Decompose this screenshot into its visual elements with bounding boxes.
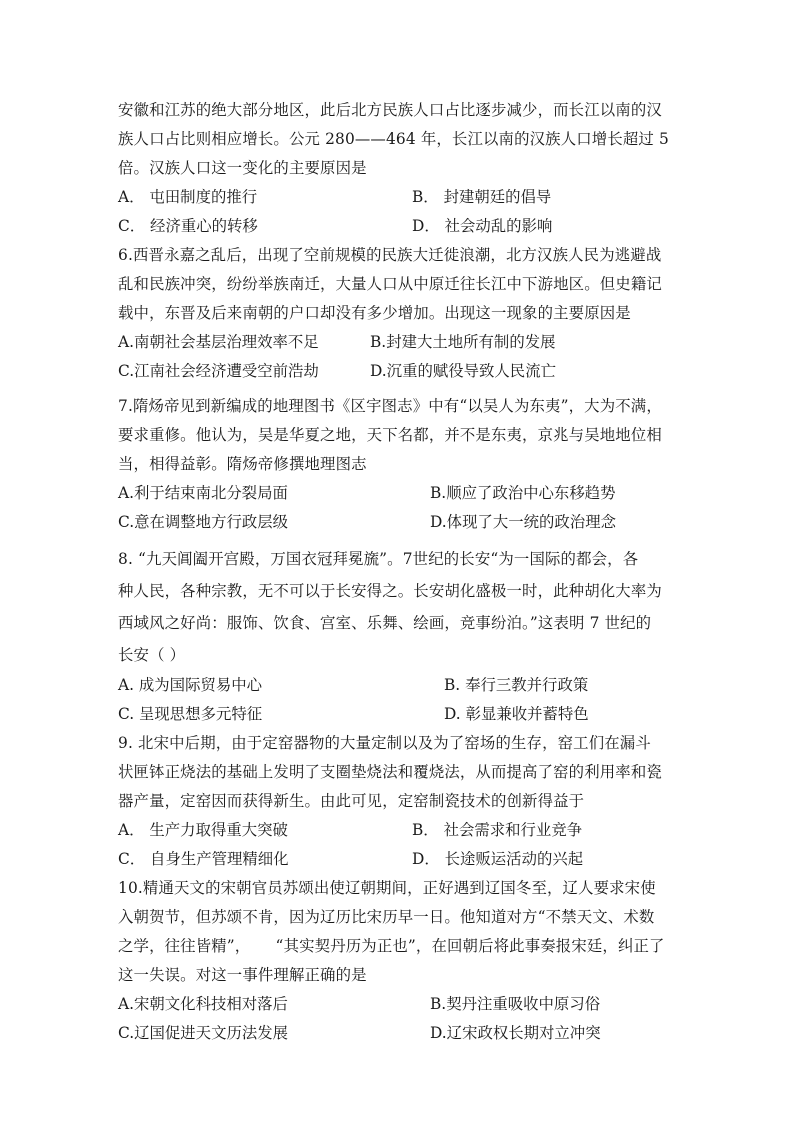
stem-line: 6.西晋永嘉之乱后，出现了空前规模的民族大迁徙浪潮，北方汉族人民为逃避战 xyxy=(118,246,662,264)
option-d[interactable]: D.体现了大一统的政治理念 xyxy=(430,513,616,531)
stem-line: 西域风之好尚：服饰、饮食、宫室、乐舞、绘画，竞事纷泊。”这表明 7 世纪的 xyxy=(118,614,652,632)
option-a[interactable]: A.南朝社会基层治理效率不足 xyxy=(118,333,319,351)
option-row xyxy=(118,212,684,241)
option-c[interactable]: C.意在调整地方行政层级 xyxy=(118,513,289,531)
question-10-stem xyxy=(118,874,684,990)
option-c[interactable]: C.辽国促进天文历法发展 xyxy=(118,1024,289,1042)
option-row xyxy=(118,990,684,1019)
option-row xyxy=(118,845,684,874)
option-a[interactable]: A.利于结束南北分裂局面 xyxy=(118,484,288,502)
stem-line: 之学，往往皆精”， “其实契丹历为正也”，在回朝后将此事奏报宋廷，纠正了 xyxy=(118,937,665,955)
option-b[interactable]: B.契丹注重吸收中原习俗 xyxy=(430,995,601,1013)
option-row xyxy=(118,508,684,537)
stem-line: 9. 北宋中后期，由于定窑器物的大量定制以及为了窑场的生存，窑工们在漏斗 xyxy=(118,734,651,752)
question-6-stem xyxy=(118,241,684,328)
option-d[interactable]: D.沉重的赋役导致人民流亡 xyxy=(370,362,556,380)
stem-line: 器产量，定窑因而获得新生。由此可见，定窑制瓷技术的创新得益于 xyxy=(118,792,585,810)
stem-line: 载中，东晋及后来南朝的户口却没有多少增加。出现这一现象的主要原因是 xyxy=(118,304,631,322)
stem-line: 入朝贺节，但苏颂不肯，因为辽历比宋历早一日。他知道对方“不禁天文、术数 xyxy=(118,908,655,926)
option-c[interactable]: C． 自身生产管理精细化 xyxy=(118,850,289,868)
option-d[interactable]: D． 长途贩运活动的兴起 xyxy=(412,850,584,868)
exam-page xyxy=(118,96,684,1048)
stem-line: 安徽和江苏的绝大部分地区，此后北方民族人口占比逐步减少，而长江以南的汉 xyxy=(118,101,662,119)
stem-line: 7.隋炀帝见到新编成的地理图书《区宇图志》中有“以吴人为东夷”，大为不满， xyxy=(118,397,662,415)
question-8-stem xyxy=(118,543,684,671)
stem-line: 种人民，各种宗教，无不可以于长安得之。长安胡化盛极一时，此种胡化大率为 xyxy=(118,582,662,600)
question-7-stem xyxy=(118,392,684,479)
option-row xyxy=(118,700,684,729)
option-d[interactable]: D. 彰显兼收并蓄特色 xyxy=(444,705,589,723)
stem-line: 10.精通天文的宋朝官员苏颂出使辽朝期间，正好遇到辽国冬至，辽人要求宋使 xyxy=(118,879,656,897)
option-b[interactable]: B.顺应了政治中心东移趋势 xyxy=(430,484,616,502)
option-d[interactable]: D.辽宋政权长期对立冲突 xyxy=(430,1024,601,1042)
option-row xyxy=(118,1019,684,1048)
stem-line: 族人口占比则相应增长。公元 280——464 年，长江以南的汉族人口增长超过 5 xyxy=(118,130,669,148)
option-b[interactable]: B.封建大土地所有制的发展 xyxy=(370,333,556,351)
option-c[interactable]: C.江南社会经济遭受空前浩劫 xyxy=(118,362,319,380)
option-c[interactable]: C． 经济重心的转移 xyxy=(118,217,258,235)
option-row xyxy=(118,357,684,386)
stem-line: 当，相得益彰。隋炀帝修撰地理图志 xyxy=(118,455,367,473)
stem-line: 乱和民族冲突，纷纷举族南迁，大量人口从中原迁往长江中下游地区。但史籍记 xyxy=(118,275,662,293)
option-a[interactable]: A. 成为国际贸易中心 xyxy=(118,676,263,694)
option-a[interactable]: A． 屯田制度的推行 xyxy=(118,188,258,206)
option-c[interactable]: C. 呈现思想多元特征 xyxy=(118,705,263,723)
option-row xyxy=(118,479,684,508)
stem-line: 长安（ ） xyxy=(118,646,186,664)
option-b[interactable]: B． 封建朝廷的倡导 xyxy=(412,188,552,206)
option-b[interactable]: B. 奉行三教并行政策 xyxy=(444,676,589,694)
option-a[interactable]: A.宋朝文化科技相对落后 xyxy=(118,995,288,1013)
question-5-stem xyxy=(118,96,684,183)
option-a[interactable]: A． 生产力取得重大突破 xyxy=(118,821,288,839)
option-d[interactable]: D． 社会动乱的影响 xyxy=(412,217,553,235)
option-b[interactable]: B． 社会需求和行业竞争 xyxy=(412,821,583,839)
question-9-stem xyxy=(118,729,684,816)
stem-line: 要求重修。他认为，吴是华夏之地，天下名都，并不是东夷，京兆与吴地地位相 xyxy=(118,426,662,444)
stem-line: 倍。汉族人口这一变化的主要原因是 xyxy=(118,159,367,177)
option-row xyxy=(118,328,684,357)
stem-line: 状匣钵正烧法的基础上发明了支圈垫烧法和覆烧法，从而提高了窑的利用率和瓷 xyxy=(118,763,662,781)
option-row xyxy=(118,816,684,845)
stem-line: 这一失误。对这一事件理解正确的是 xyxy=(118,966,367,984)
option-row xyxy=(118,183,684,212)
stem-line: 8. “九天阊阖开宫殿，万国衣冠拜冕旒”。7世纪的长安“为一国际的都会，各 xyxy=(118,550,639,568)
option-row xyxy=(118,671,684,700)
